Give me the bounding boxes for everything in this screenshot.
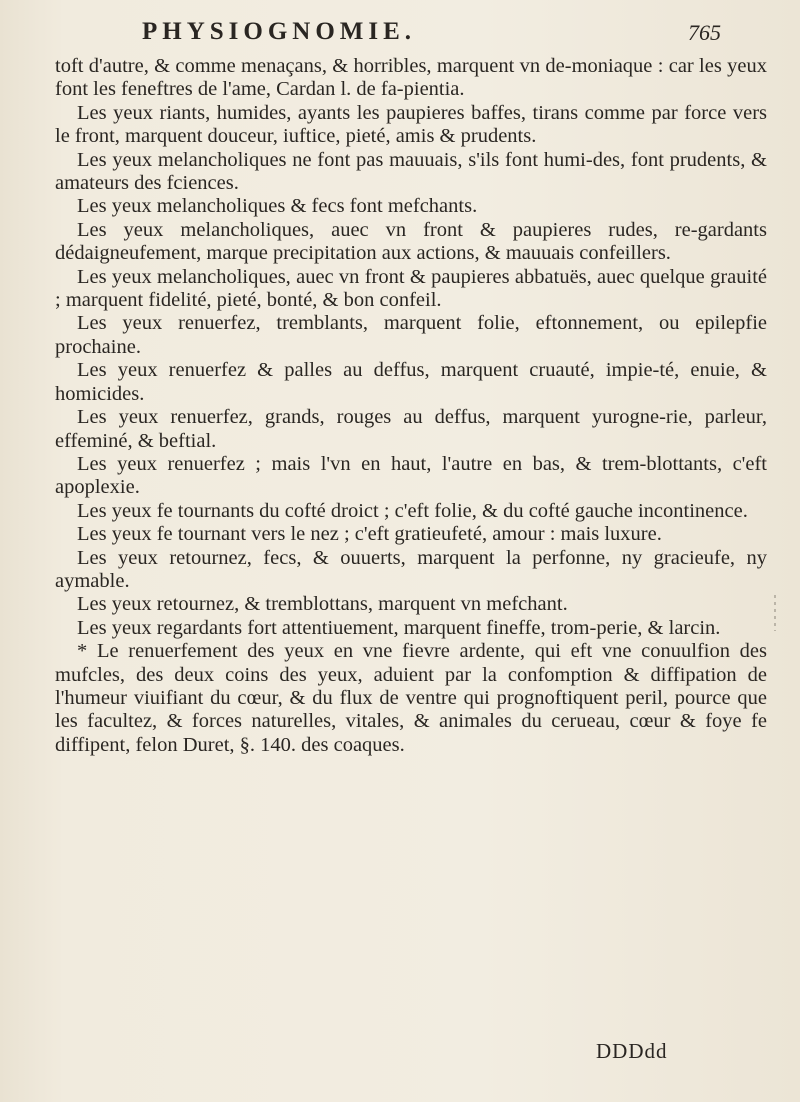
paragraph-14: Les yeux retournez, & tremblottans, marquent vn mefchant.	[77, 593, 568, 616]
paragraph-4: Les yeux melancholiques & fecs font mefchants.	[77, 195, 478, 218]
paragraph-13: Les yeux retournez, fecs, & ouuerts, marquent la perfonne, ny gracieufe, ny aymable.	[55, 546, 767, 592]
body-text	[55, 55, 767, 757]
margin-smudge	[770, 593, 780, 633]
paragraph-10: Les yeux renuerfez ; mais l'vn en haut, l'autre en bas, & trem-blottants, c'eft apoplexie.	[55, 452, 767, 499]
signature-mark: DDDdd	[596, 1039, 668, 1063]
paragraph-7: Les yeux renuerfez, tremblants, marquent folie, eftonnement, ou epilepfie prochaine.	[55, 312, 767, 358]
paragraph-15: Les yeux regardants fort attentiuement, marquent fineffe, trom-perie, & larcin.	[77, 616, 721, 639]
running-title: PHYSIOGNOMIE.	[142, 18, 417, 45]
paragraph-5: Les yeux melancholiques, auec vn front & paupieres rudes, re-gardants dédaigneufement, marque precipitation aux actions, & mauuais confeillers.	[55, 218, 767, 265]
paragraph-12: Les yeux fe tournant vers le nez ; c'eft gratieufeté, amour : mais luxure.	[77, 523, 662, 546]
page-header	[0, 18, 800, 48]
paragraph-11: Les yeux fe tournants du cofté droict ; c'eft folie, & du cofté gauche incontinence.	[77, 499, 748, 522]
paragraph-6: Les yeux melancholiques, auec vn front & paupieres abbatuës, auec quelque grauité ; marquent fidelité, pieté, bonté, & bon confeil.	[55, 265, 767, 312]
paragraph-3: Les yeux melancholiques ne font pas mauuais, s'ils font humi-des, font prudents, & amateurs des fciences.	[55, 148, 767, 195]
paragraph-16: * Le renuerfement des yeux en vne fievre ardente, qui eft vne conuulfion des mufcles, des deux coins des yeux, aduient par la confomption & diffipation de l'humeur viuifiant du cœur, & du flux de ventre qui prognoftiquent peril, pource que les facultez, & forces naturelles, vitales, & animales du cerueau, cœur & foye fe diffipent, felon Duret, §. 140. des coaques.	[55, 640, 767, 756]
paragraph-9: Les yeux renuerfez, grands, rouges au deffus, marquent yurogne-rie, parleur, effeminé, & beftial.	[55, 406, 767, 452]
paragraph-2: Les yeux riants, humides, ayants les paupieres baffes, tirans comme par force vers le front, marquent douceur, iuftice, pieté, amis & prudents.	[55, 101, 767, 148]
paragraph-1: toft d'autre, & comme menaçans, & horribles, marquent vn de-moniaque : car les yeux font les feneftres de l'ame, Cardan l. de fa-pientia.	[55, 55, 767, 101]
page-number: 765	[688, 20, 721, 45]
paragraph-8: Les yeux renuerfez & palles au deffus, marquent cruauté, impie-té, enuie, & homicides.	[55, 359, 767, 405]
